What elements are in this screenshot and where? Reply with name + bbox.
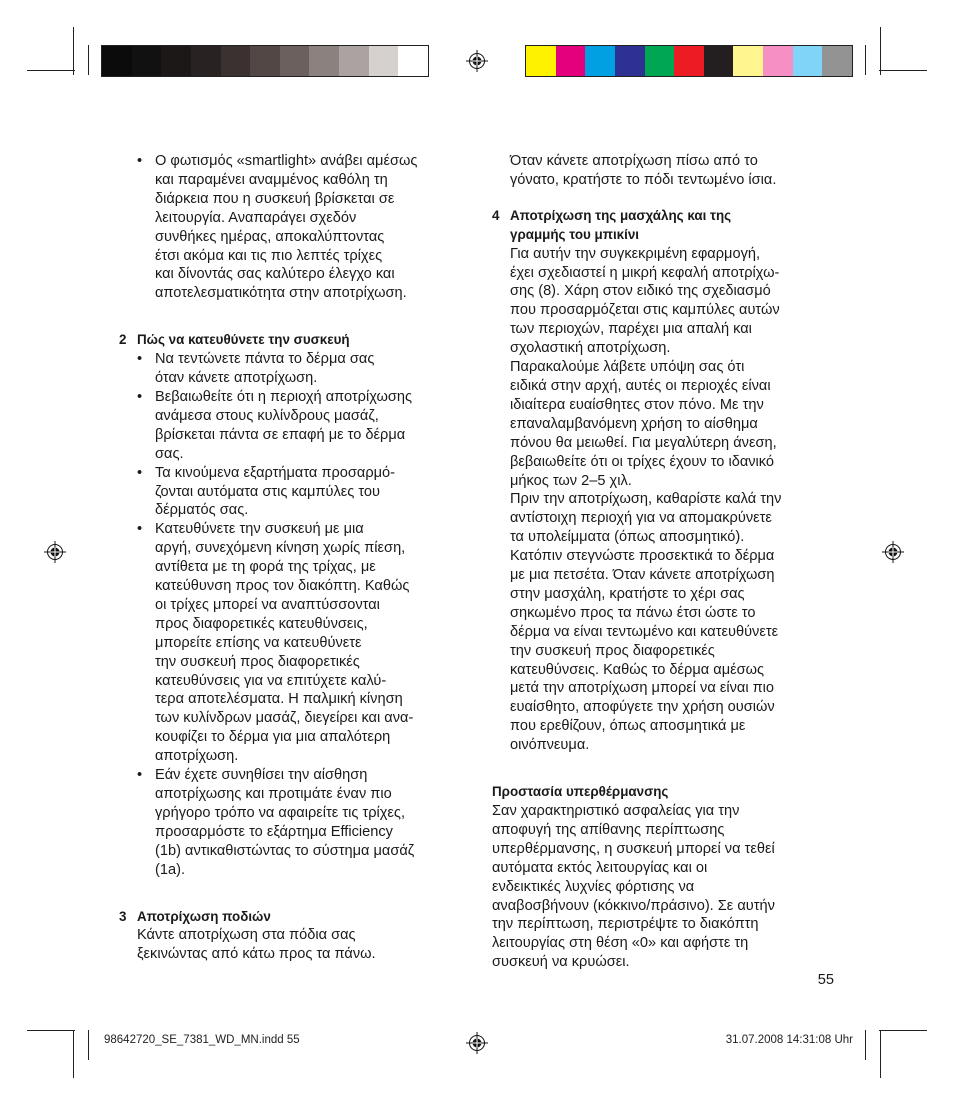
text-line: και παραμένει αναμμένος καθόλη τη	[155, 171, 388, 188]
color-swatch	[585, 46, 615, 76]
text-line: αποφυγή της απίθανης περίπτωσης	[492, 821, 725, 838]
text-line: που προσαρμόζεται στις καμπύλες αυτών	[510, 302, 780, 319]
continuation-text	[510, 152, 842, 190]
text-line: ζονται αυτόματα στις καμπύλες του	[155, 483, 381, 500]
text-line: βεβαιωθείτε ότι οι τρίχες έχουν το ιδανικό	[510, 453, 775, 470]
color-swatch	[221, 46, 251, 76]
text-line: αποτρίχωση.	[155, 748, 239, 765]
bullet-item	[137, 520, 469, 766]
text-line: Πριν την αποτρίχωση, καθαρίστε καλά την	[510, 491, 782, 508]
color-swatch	[674, 46, 704, 76]
text-line: ειδικά στην αρχή, αυτές οι περιοχές είναι	[510, 377, 771, 394]
color-swatch	[615, 46, 645, 76]
text-line: Κατόπιν στεγνώστε προσεκτικά το δέρμα	[510, 548, 775, 565]
section-body	[492, 802, 842, 972]
text-line: Όταν κάνετε αποτρίχωση πίσω από το	[510, 153, 758, 169]
text-line: βρίσκεται πάντα σε επαφή με το δέρμα	[155, 426, 406, 443]
text-line: ενδεικτικές λυχνίες φόρτισης να	[492, 878, 695, 895]
crop-mark	[88, 1030, 89, 1060]
text-line: μπορείτε επίσης να κατευθύνετε	[155, 634, 362, 651]
section-2	[119, 331, 469, 879]
section-heading	[510, 207, 842, 245]
color-swatch	[102, 46, 132, 76]
color-swatch	[526, 46, 556, 76]
color-swatch	[339, 46, 369, 76]
text-line: που ερεθίζουν, όπως αποσμητικά με	[510, 718, 746, 735]
text-line: κατεύθυνση προς τον διακόπτη. Καθώς	[155, 578, 410, 595]
text-line: σχολαστική αποτρίχωση.	[510, 340, 671, 357]
color-swatch	[161, 46, 191, 76]
crop-mark	[73, 1030, 74, 1078]
right-text-column	[492, 152, 842, 972]
text-line: αντίστοιχη περιοχή για να απομακρύνετε	[510, 510, 772, 527]
crop-mark	[880, 1030, 881, 1078]
text-line: κουφίζει το δέρμα για μια απαλότερη	[155, 729, 391, 746]
section-body	[137, 926, 469, 964]
color-swatch	[822, 46, 852, 76]
left-text-column	[119, 152, 469, 964]
text-line: των περιοχών, παρέχει μια απαλή και	[510, 321, 752, 338]
guidance-bullet-list	[137, 350, 469, 879]
text-line: την περίπτωση, περιστρέψτε το διακόπτη	[492, 916, 759, 933]
text-line: (1b) αντικαθιστώντας το σύστημα μασάζ	[155, 842, 415, 859]
crop-mark	[865, 45, 866, 75]
text-line: σηκωμένο προς τα πάνω έτσι ώστε το	[510, 604, 756, 621]
text-line: επαναλαμβανόμενη χρήση το αίσθημα	[510, 415, 758, 432]
text-line: πόνου θα μειωθεί. Για μεγαλύτερη άνεση,	[510, 434, 777, 451]
crop-mark	[73, 27, 74, 75]
text-line: αποτελεσματικότητα στην αποτρίχωση.	[155, 285, 407, 302]
crop-mark	[879, 70, 927, 71]
text-line: γραμμής του μπικίνι	[510, 226, 640, 242]
text-line: κατευθύνσεις για να επιτύχετε καλύ-	[155, 672, 387, 689]
text-line: προσαρμόστε το εξάρτημα Efficiency	[155, 823, 393, 840]
color-swatch	[556, 46, 586, 76]
crop-mark	[88, 45, 89, 75]
section-3	[119, 908, 469, 965]
grayscale-color-bar	[101, 45, 429, 77]
text-line: την συσκευή προς διαφορετικές	[510, 642, 715, 659]
color-swatch	[280, 46, 310, 76]
text-line: τα υπολείμματα (όπως αποσμητικό).	[510, 529, 745, 546]
text-line: γρήγορο τρόπο να αφαιρείτε τις τρίχες,	[155, 804, 406, 821]
color-swatch	[793, 46, 823, 76]
text-line: αποτρίχωσης και προτιμάτε έναν πιο	[155, 786, 392, 802]
text-line: ανάμεσα στους κυλίνδρους μασάζ,	[155, 407, 379, 424]
text-line: και δίνοντάς σας καλύτερο έλεγχο και	[155, 266, 395, 283]
text-line: των κυλίνδρων μασάζ, διεγείρει και ανα-	[155, 710, 414, 727]
section-body	[510, 245, 842, 755]
text-line: λειτουργίας στη θέση «0» και αφήστε τη	[492, 935, 749, 952]
text-line: σης (8). Χάρη στον ειδικό της σχεδιασμό	[510, 283, 771, 300]
smartlight-bullet	[137, 152, 469, 303]
color-swatch	[398, 46, 428, 76]
text-line: σας.	[155, 445, 184, 462]
text-line: με μια πετσέτα. Όταν κάνετε αποτρίχωση	[510, 567, 775, 584]
text-line: συσκευή να κρυώσει.	[492, 954, 630, 971]
text-line: οινόπνευμα.	[510, 737, 590, 754]
section-number: 3	[119, 908, 127, 924]
text-line: • Κατευθύνετε την συσκευή με μια	[155, 521, 364, 538]
text-line: ιδιαίτερα ευαίσθητες στον πόνο. Με την	[510, 396, 764, 413]
text-line: στην μασχάλη, κρατήστε το χέρι σας	[510, 585, 745, 602]
footer-file-name: 98642720_SE_7381_WD_MN.indd 55	[104, 1034, 300, 1046]
crosshair-registration-icon	[466, 1032, 488, 1054]
text-line: όταν κάνετε αποτρίχωση.	[155, 370, 318, 387]
section-heading: Πώς να κατευθύνετε την συσκευή	[137, 332, 350, 348]
text-line: Για αυτήν την συγκεκριμένη εφαρμογή,	[510, 245, 761, 262]
text-line: διάρκεια που η συσκευή βρίσκεται σε	[155, 190, 395, 207]
color-swatch	[763, 46, 793, 76]
text-line: αργή, συνεχόμενη κίνηση χωρίς πίεση,	[155, 540, 406, 557]
text-line: • Βεβαιωθείτε ότι η περιοχή αποτρίχωσης	[155, 388, 413, 405]
section-heading: Προστασία υπερθέρμανσης	[492, 784, 669, 800]
text-line: Παρακαλούμε λάβετε υπόψη σας ότι	[510, 359, 745, 376]
text-line: μετά την αποτρίχωση μπορεί να είναι πιο	[510, 680, 775, 697]
text-line: τερα αποτελέσματα. Η παλμική κίνηση	[155, 691, 403, 708]
crosshair-registration-icon	[44, 541, 66, 563]
bullet-item	[137, 766, 469, 879]
color-swatch	[704, 46, 734, 76]
text-line: αυτόματα εκτός λειτουργίας και οι	[492, 859, 708, 876]
color-swatch	[309, 46, 339, 76]
color-swatch	[645, 46, 675, 76]
bullet-item	[137, 464, 469, 521]
crop-mark	[27, 70, 75, 71]
color-swatch	[369, 46, 399, 76]
text-line: συνθήκες ημέρας, αποκαλύπτοντας	[155, 228, 385, 245]
crosshair-registration-icon	[466, 50, 488, 72]
text-line: υπερθέρμανσης, η συσκευή μπορεί να τεθεί	[492, 840, 775, 857]
crop-mark	[27, 1030, 75, 1031]
section-heading: Αποτρίχωση ποδιών	[137, 908, 271, 924]
text-line: Αποτρίχωση της μασχάλης και της	[510, 207, 732, 223]
text-line: αντίθετα με τη φορά της τρίχας, με	[155, 559, 376, 576]
text-line: • Εάν έχετε συνηθίσει την αίσθηση	[155, 767, 368, 784]
crop-mark	[880, 27, 881, 75]
color-swatch	[733, 46, 763, 76]
text-line: κατευθύνσεις. Καθώς το δέρμα αμέσως	[510, 661, 765, 678]
page-number: 55	[817, 972, 834, 988]
crop-mark	[879, 1030, 927, 1031]
text-line: (1a).	[155, 861, 186, 878]
text-line: μήκος των 2–5 χιλ.	[510, 472, 632, 489]
color-swatch	[132, 46, 162, 76]
text-line: ευαίσθητο, αποφύγετε την χρήση ουσιών	[510, 699, 775, 716]
crop-mark	[865, 1030, 866, 1060]
section-number: 2	[119, 332, 127, 348]
text-line: γόνατο, κρατήστε το πόδι τεντωμένο ίσια.	[510, 171, 777, 188]
overheat-section	[492, 783, 842, 972]
text-line: Κάντε αποτρίχωση στα πόδια σας	[137, 927, 356, 944]
crosshair-registration-icon	[882, 541, 904, 563]
text-line: Σαν χαρακτηριστικό ασφαλείας για την	[492, 803, 740, 819]
bullet-item	[137, 388, 469, 464]
bullet-item	[137, 350, 469, 388]
text-line: • Τα κινούμενα εξαρτήματα προσαρμό-	[155, 464, 396, 481]
text-line: δέρματός σας.	[155, 502, 249, 519]
color-swatch	[250, 46, 280, 76]
text-line: δέρμα να είναι τεντωμένο και κατευθύνετε	[510, 623, 779, 640]
text-line: ξεκινώντας από κάτω προς τα πάνω.	[137, 946, 376, 963]
text-line: έχει σχεδιαστεί η μικρή κεφαλή αποτρίχω-	[510, 264, 780, 281]
process-color-bar	[525, 45, 853, 77]
text-line: έτσι ακόμα και τις πιο λεπτές τρίχες	[155, 247, 383, 264]
text-line: • Ο φωτισμός «smartlight» ανάβει αμέσως	[155, 153, 418, 169]
text-line: προς διαφορετικές κατευθύνσεις,	[155, 615, 368, 632]
color-swatch	[191, 46, 221, 76]
text-line: την συσκευή προς διαφορετικές	[155, 653, 360, 670]
text-line: λειτουργία. Αναπαράγει σχεδόν	[155, 209, 357, 226]
section-number: 4	[492, 207, 500, 223]
text-line: οι τρίχες μπορεί να αναπτύσσονται	[155, 596, 380, 613]
text-line: αναβοσβήνουν (κόκκινο/πράσινο). Σε αυτήν	[492, 897, 775, 914]
text-line: • Να τεντώνετε πάντα το δέρμα σας	[155, 351, 375, 368]
section-4	[492, 207, 842, 755]
footer-timestamp: 31.07.2008 14:31:08 Uhr	[725, 1034, 853, 1046]
